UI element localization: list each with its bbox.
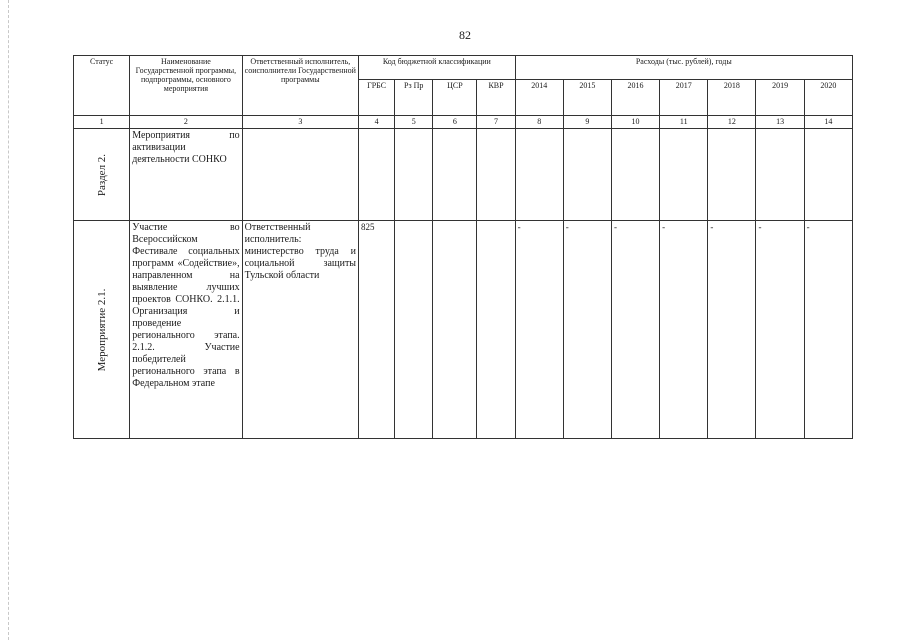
expense-2018: - [708, 221, 756, 439]
item-executor [242, 129, 358, 221]
scan-margin-line [8, 0, 9, 640]
csr-value [433, 221, 477, 439]
kvr-value [477, 129, 515, 221]
expense-2014 [515, 129, 563, 221]
header-budget-code: Код бюджетной классификации [359, 56, 516, 80]
table-row-activity-2-1 [74, 221, 853, 439]
rzpr-value [395, 221, 433, 439]
expense-2017 [660, 129, 708, 221]
csr-value [433, 129, 477, 221]
expense-2018 [708, 129, 756, 221]
header-year-2017: 2017 [660, 80, 708, 116]
column-number: 10 [611, 116, 659, 129]
header-code-grbs: ГРБС [359, 80, 395, 116]
column-number: 9 [563, 116, 611, 129]
grbs-value [359, 129, 395, 221]
expense-2016 [611, 129, 659, 221]
column-number: 7 [477, 116, 515, 129]
column-number: 11 [660, 116, 708, 129]
status-label: Раздел 2. [95, 153, 108, 196]
rzpr-value [395, 129, 433, 221]
budget-table [73, 55, 853, 439]
status-cell [74, 221, 130, 439]
header-status: Статус [74, 56, 130, 116]
item-name: Участие во Всероссийском Фестивале социальных программ «Содействие», направленном на выявление лучших проектов СОНКО. 2.1.1. Организация и проведение регионального этапа. 2.1.2. Участие победителей регионального этапа в Федеральном этапе [130, 221, 242, 439]
column-number: 13 [756, 116, 804, 129]
expense-2019 [756, 129, 804, 221]
grbs-value: 825 [359, 221, 395, 439]
kvr-value [477, 221, 515, 439]
header-year-2015: 2015 [563, 80, 611, 116]
header-code-kvr: КВР [477, 80, 515, 116]
expense-2016: - [611, 221, 659, 439]
column-number: 2 [130, 116, 242, 129]
column-number: 6 [433, 116, 477, 129]
table-row-section-2 [74, 129, 853, 221]
status-label: Мероприятие 2.1. [95, 288, 108, 371]
header-year-2014: 2014 [515, 80, 563, 116]
expense-2020 [804, 129, 852, 221]
item-name: Мероприятия по активизации деятельности СОНКО [130, 129, 242, 221]
expense-2017: - [660, 221, 708, 439]
column-number: 8 [515, 116, 563, 129]
column-number: 14 [804, 116, 852, 129]
expense-2014: - [515, 221, 563, 439]
expense-2020: - [804, 221, 852, 439]
status-cell [74, 129, 130, 221]
column-number: 3 [242, 116, 358, 129]
item-executor: Ответственный исполнитель: министерство труда и социальной защиты Тульской области [242, 221, 358, 439]
expense-2015 [563, 129, 611, 221]
header-year-2016: 2016 [611, 80, 659, 116]
header-year-2019: 2019 [756, 80, 804, 116]
column-number: 4 [359, 116, 395, 129]
header-code-csr: ЦСР [433, 80, 477, 116]
header-code-rzpr: Рз Пр [395, 80, 433, 116]
column-number: 12 [708, 116, 756, 129]
header-year-2020: 2020 [804, 80, 852, 116]
header-expenses: Расходы (тыс. рублей), годы [515, 56, 852, 80]
column-number: 1 [74, 116, 130, 129]
column-number: 5 [395, 116, 433, 129]
expense-2015: - [563, 221, 611, 439]
header-executor: Ответственный исполнитель, соисполнители Государственной программы [242, 56, 358, 116]
page-number: 82 [459, 28, 471, 42]
header-name: Наименование Государственной программы, подпрограммы, основного мероприятия [130, 56, 242, 116]
expense-2019: - [756, 221, 804, 439]
header-year-2018: 2018 [708, 80, 756, 116]
